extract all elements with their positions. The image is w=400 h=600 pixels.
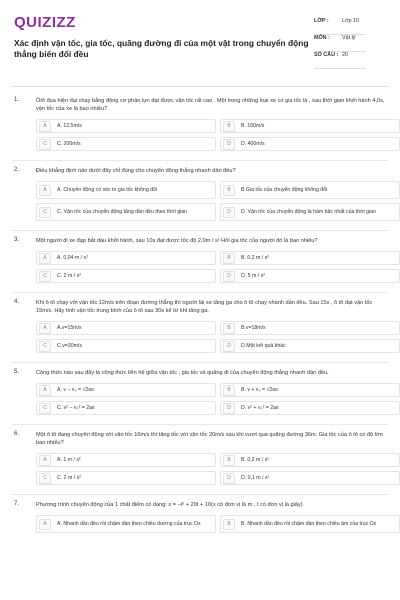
- option-text: B. 100m/s: [241, 122, 265, 129]
- answer-option-d[interactable]: [220, 401, 400, 415]
- meta-label: LỚP :: [314, 18, 329, 24]
- options-grid: [36, 119, 388, 151]
- option-letter: C: [39, 403, 51, 414]
- quizizz-logo[interactable]: QUIZIZZ: [14, 14, 76, 31]
- option-letter: D: [223, 341, 235, 352]
- option-letter: D: [223, 139, 235, 150]
- option-text: C. Vận tốc của chuyển động tăng dần đều theo thời gian: [57, 208, 188, 215]
- option-letter: C: [39, 341, 51, 352]
- option-letter: C: [39, 473, 51, 484]
- option-text: B.v=18m/s: [241, 324, 266, 331]
- option-text: C.v=30m/s: [57, 342, 82, 349]
- option-letter: C: [39, 207, 51, 218]
- options-grid: [36, 383, 388, 415]
- question-text: Khi ô tô chạy với vận tốc 12m/s trên đoạn đường thẳng thì người lái xe tăng ga cho ô tô chạy nhanh dần đều. Sau 15s , ô tô đạt vận tốc 15m/s. Hãy tính vận tốc trung bình của ô tô sau 30s kể từ khi tăng ga.: [36, 300, 373, 314]
- answer-option-a[interactable]: [36, 181, 216, 199]
- answer-option-d[interactable]: [220, 339, 400, 353]
- question-text: Ôtô đua hiện đại chạy bằng động cơ phản lực đạt được vận tốc rất cao . Một trong những loại xe có gia tốc là , sau thời gian khởi hành 4,0s, vận tốc của xe là bao nhiêu?: [36, 98, 385, 112]
- option-letter: B: [223, 121, 235, 132]
- option-letter: B: [223, 253, 235, 264]
- question-text: Một người đi xe đạp bắt đầu khởi hành, sau 10s đạt được tốc độ 2,0m / s² Hỏi gia tốc của người đó là bao nhiêu?: [36, 238, 318, 244]
- option-text: D. v² + v₀² = 2as: [241, 404, 279, 411]
- meta-label: MÔN :: [314, 35, 330, 41]
- meta-row-class: [314, 18, 366, 35]
- option-text: A. 0,04 m / s²: [57, 254, 88, 261]
- option-text: D. 0,1 m / s²: [241, 474, 270, 481]
- option-text: D.Một kết quả khác: [241, 342, 286, 349]
- option-text: D. 400m/s: [241, 140, 265, 147]
- question-divider: [12, 230, 388, 231]
- option-text: A.v=15m/s: [57, 324, 82, 331]
- header-divider: [12, 86, 388, 87]
- answer-option-d[interactable]: [220, 137, 400, 151]
- question-2: [12, 167, 388, 221]
- question-divider: [12, 292, 388, 293]
- option-letter: D: [223, 403, 235, 414]
- option-text: C. 2 m / s²: [57, 474, 81, 481]
- answer-option-b[interactable]: [220, 119, 400, 133]
- option-text: A. Nhanh dần đều rồi chậm dần theo chiều dương của trục Ox: [57, 520, 201, 527]
- option-letter: A: [39, 455, 51, 466]
- answer-option-c[interactable]: [36, 401, 216, 415]
- answer-option-a[interactable]: [36, 251, 216, 265]
- meta-value: Lớp 10: [342, 18, 360, 24]
- option-text: C. v² − v₀² = 2as: [57, 404, 95, 411]
- meta-value: Vật lý: [342, 35, 356, 41]
- question-4: [12, 299, 388, 353]
- option-letter: A: [39, 185, 51, 196]
- option-text: C. 200m/s: [57, 140, 81, 147]
- options-grid: [36, 251, 388, 283]
- option-letter: B: [223, 385, 235, 396]
- option-text: A. 12,5m/s: [57, 122, 82, 129]
- option-text: B. v + v₀ = √2as: [241, 386, 278, 393]
- question-divider: [12, 424, 388, 425]
- answer-option-c[interactable]: [36, 203, 216, 221]
- worksheet-title: Xác định vận tốc, gia tốc, quãng đường đi của một vật trong chuyển động thẳng biến đổi đều: [14, 38, 309, 59]
- option-text: D. 5 m / s²: [241, 272, 265, 279]
- question-text: Điều khẳng định nào dưới đây chỉ đúng cho chuyển động thẳng nhanh dần đều?: [36, 168, 236, 174]
- option-letter: A: [39, 121, 51, 132]
- answer-option-a[interactable]: [36, 321, 216, 335]
- option-text: A. 1 m / s²: [57, 456, 81, 463]
- answer-option-b[interactable]: [220, 181, 400, 199]
- option-letter: A: [39, 519, 51, 530]
- meta-label: SỐ CÂU :: [314, 52, 339, 58]
- question-5: [12, 369, 388, 415]
- option-letter: D: [223, 271, 235, 282]
- option-letter: B: [223, 519, 235, 530]
- question-divider: [12, 160, 388, 161]
- option-text: B. 0,2 m / s²: [241, 456, 269, 463]
- answer-option-d[interactable]: [220, 471, 400, 485]
- option-text: B. 0,2 m / s²: [241, 254, 269, 261]
- option-letter: B: [223, 455, 235, 466]
- question-text: Công thức nào sau đây là công thức liên hệ giữa vận tốc , gia tốc và quãng đi của chuyển động thẳng nhanh dần đều.: [36, 370, 329, 376]
- question-1: [12, 97, 388, 151]
- options-grid: [36, 453, 388, 485]
- question-divider: [12, 494, 388, 495]
- question-number: 6.: [14, 431, 20, 437]
- question-number: 7.: [14, 501, 20, 507]
- question-3: [12, 237, 388, 283]
- meta-panel: [314, 18, 366, 69]
- header: [12, 8, 388, 80]
- option-text: B.Gia tốc của chuyển động không đổi: [241, 186, 328, 193]
- question-number: 1.: [14, 97, 20, 103]
- option-text: A. Chuyển động có véc to gia tốc không đổi: [57, 186, 158, 193]
- question-7: [12, 501, 388, 533]
- option-letter: A: [39, 385, 51, 396]
- question-text: Phương trình chuyển động của 1 chất điểm có dạng: x = −t² + 20t + 10(x có đơn vị là m , t có đơn vị là giây): [36, 502, 303, 508]
- question-divider: [12, 362, 388, 363]
- meta-row-subject: [314, 35, 366, 52]
- question-text: Một ô tô đang chuyển động với vận tốc 16m/s thì tăng tốc với vận tốc 20m/s sau khi vượt qua quãng đường 36m. Gia tốc của ô tô có độ lớn bao nhiêu?: [36, 432, 383, 446]
- answer-option-b[interactable]: [220, 383, 400, 397]
- answer-option-c[interactable]: [36, 471, 216, 485]
- question-list: [12, 97, 388, 533]
- answer-option-a[interactable]: [36, 383, 216, 397]
- question-number: 2.: [14, 167, 20, 173]
- answer-option-b[interactable]: [220, 515, 400, 533]
- option-letter: B: [223, 323, 235, 334]
- option-letter: D: [223, 473, 235, 484]
- answer-option-a[interactable]: [36, 453, 216, 467]
- option-letter: C: [39, 271, 51, 282]
- options-grid: [36, 181, 388, 221]
- meta-value: 20: [342, 52, 348, 58]
- question-number: 3.: [14, 237, 20, 243]
- answer-option-d[interactable]: [220, 269, 400, 283]
- option-text: A. v − v₀ = √2as: [57, 386, 94, 393]
- answer-option-a[interactable]: [36, 515, 216, 533]
- question-number: 4.: [14, 299, 20, 305]
- answer-option-b[interactable]: [220, 321, 400, 335]
- meta-row-count: [314, 52, 366, 69]
- option-text: B. Nhanh dần đều rồi chậm dần theo chiều âm của trục Ox: [241, 520, 377, 527]
- option-letter: A: [39, 323, 51, 334]
- option-text: C. 2 m / s²: [57, 272, 81, 279]
- answer-option-b[interactable]: [220, 453, 400, 467]
- question-number: 5.: [14, 369, 20, 375]
- options-grid: [36, 515, 388, 533]
- answer-option-c[interactable]: [36, 137, 216, 151]
- options-grid: [36, 321, 388, 353]
- option-text: D. Vận tốc của chuyển động là hàm bậc nhất của thời gian: [241, 208, 376, 215]
- answer-option-b[interactable]: [220, 251, 400, 265]
- answer-option-c[interactable]: [36, 269, 216, 283]
- answer-option-c[interactable]: [36, 339, 216, 353]
- question-6: [12, 431, 388, 485]
- option-letter: A: [39, 253, 51, 264]
- answer-option-a[interactable]: [36, 119, 216, 133]
- option-letter: C: [39, 139, 51, 150]
- answer-option-d[interactable]: [220, 203, 400, 221]
- option-letter: B: [223, 185, 235, 196]
- option-letter: D: [223, 207, 235, 218]
